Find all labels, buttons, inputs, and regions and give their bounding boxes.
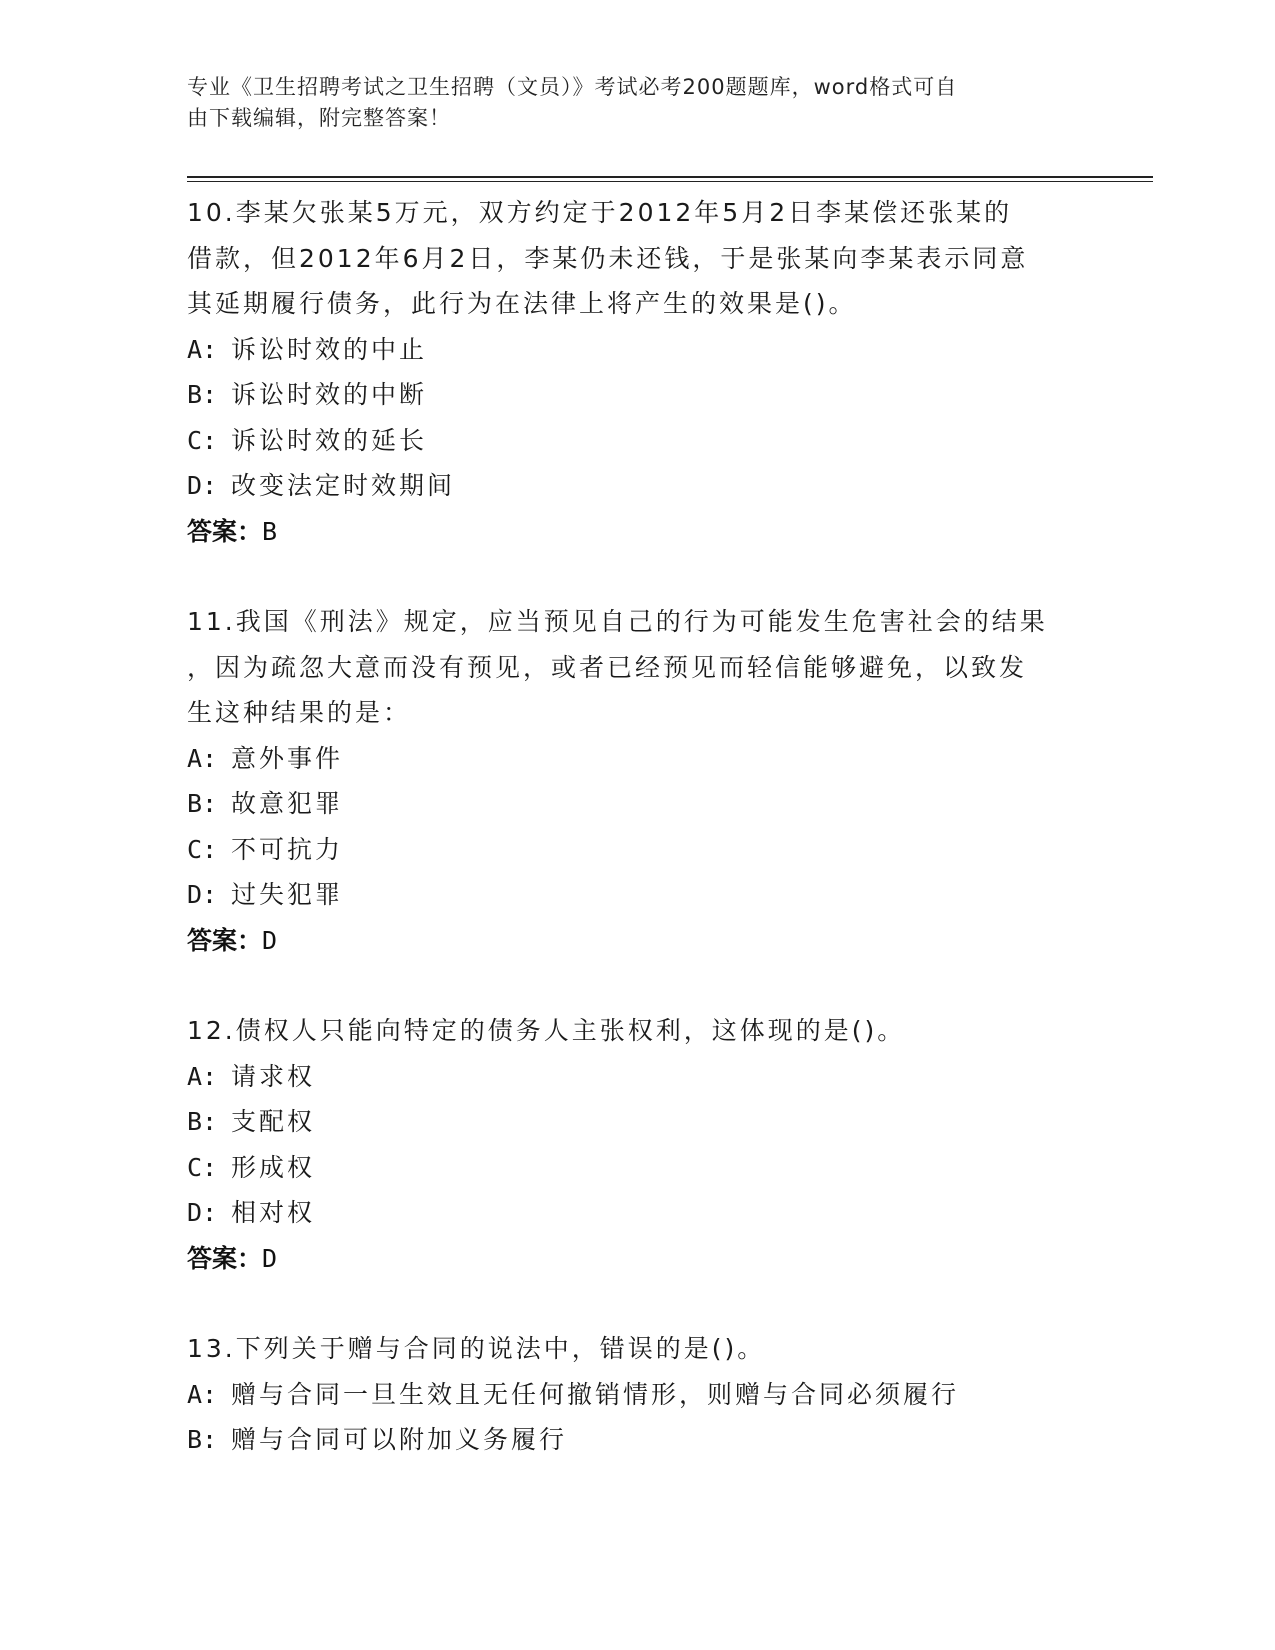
option-text: 请求权 bbox=[231, 1061, 316, 1091]
answer-label: 答案： bbox=[187, 925, 263, 955]
option-text: 故意犯罪 bbox=[231, 789, 344, 818]
option-text: 支配权 bbox=[231, 1107, 316, 1136]
header-divider-thick bbox=[187, 176, 1153, 178]
option-text: 不可抗力 bbox=[231, 834, 344, 864]
question-spacer bbox=[187, 554, 1087, 599]
option-text: 赠与合同一旦生效且无任何撤销情形，则赠与合同必须履行 bbox=[231, 1379, 960, 1409]
option-key: B: bbox=[187, 1425, 218, 1454]
stem-line: 生这种结果的是： bbox=[187, 698, 412, 727]
option-key: D: bbox=[187, 880, 218, 909]
option-c bbox=[187, 418, 1087, 464]
question-11 bbox=[187, 599, 1087, 963]
option-a bbox=[187, 736, 1087, 782]
option-key: A: bbox=[187, 743, 218, 773]
stem-line: 11.我国《刑法》规定，应当预见自己的行为可能发生危害社会的结果 bbox=[187, 607, 1048, 636]
option-text: 意外事件 bbox=[231, 743, 344, 773]
header-divider-thin bbox=[187, 181, 1153, 182]
answer-line bbox=[187, 918, 1087, 964]
answer-line bbox=[187, 509, 1087, 555]
option-key: C: bbox=[187, 425, 218, 455]
answer-value: B bbox=[262, 516, 278, 546]
option-d bbox=[187, 872, 1087, 918]
answer-label: 答案： bbox=[187, 1243, 263, 1273]
option-b bbox=[187, 1417, 1087, 1463]
stem-line: 10.李某欠张某5万元，双方约定于2012年5月2日李某偿还张某的 bbox=[187, 198, 1013, 227]
option-key: D: bbox=[187, 1198, 218, 1227]
option-text: 诉讼时效的中断 bbox=[231, 380, 428, 409]
question-list bbox=[187, 190, 1087, 1463]
option-text: 改变法定时效期间 bbox=[231, 471, 456, 500]
question-stem bbox=[187, 1326, 1087, 1372]
stem-line: 其延期履行债务，此行为在法律上将产生的效果是()。 bbox=[187, 289, 857, 318]
option-b bbox=[187, 781, 1087, 827]
option-text: 赠与合同可以附加义务履行 bbox=[231, 1425, 568, 1454]
header-title-line-2: 由下载编辑，附完整答案！ bbox=[187, 106, 451, 130]
option-key: A: bbox=[187, 334, 218, 364]
option-text: 过失犯罪 bbox=[231, 880, 344, 909]
option-b bbox=[187, 372, 1087, 418]
option-a bbox=[187, 1372, 1087, 1418]
option-key: D: bbox=[187, 471, 218, 500]
option-text: 诉讼时效的延长 bbox=[231, 425, 428, 455]
option-text: 形成权 bbox=[231, 1152, 316, 1182]
question-stem bbox=[187, 190, 1087, 327]
option-a bbox=[187, 1054, 1087, 1100]
option-key: B: bbox=[187, 789, 218, 818]
option-text: 诉讼时效的中止 bbox=[231, 334, 428, 364]
option-key: A: bbox=[187, 1061, 218, 1091]
option-a bbox=[187, 327, 1087, 373]
option-key: C: bbox=[187, 834, 218, 864]
stem-line: 借款，但2012年6月2日，李某仍未还钱，于是张某向李某表示同意 bbox=[187, 243, 1029, 273]
question-spacer bbox=[187, 963, 1087, 1008]
header-title-line-1: 专业《卫生招聘考试之卫生招聘（文员）》考试必考200题题库，word格式可自 bbox=[187, 75, 958, 99]
document-header bbox=[187, 72, 1067, 134]
option-c bbox=[187, 827, 1087, 873]
question-13 bbox=[187, 1326, 1087, 1463]
question-spacer bbox=[187, 1281, 1087, 1326]
answer-value: D bbox=[262, 1243, 278, 1273]
stem-line: ，因为疏忽大意而没有预见，或者已经预见而轻信能够避免，以致发 bbox=[187, 652, 1028, 682]
option-c bbox=[187, 1145, 1087, 1191]
option-key: C: bbox=[187, 1152, 218, 1182]
option-key: B: bbox=[187, 380, 218, 409]
option-d bbox=[187, 463, 1087, 509]
option-d bbox=[187, 1190, 1087, 1236]
answer-value: D bbox=[262, 925, 278, 955]
option-text: 相对权 bbox=[231, 1198, 316, 1227]
answer-line bbox=[187, 1236, 1087, 1282]
stem-line: 12.债权人只能向特定的债务人主张权利，这体现的是()。 bbox=[187, 1016, 906, 1045]
question-12 bbox=[187, 1008, 1087, 1281]
question-10 bbox=[187, 190, 1087, 554]
option-b bbox=[187, 1099, 1087, 1145]
question-stem bbox=[187, 1008, 1087, 1054]
stem-line: 13.下列关于赠与合同的说法中，错误的是()。 bbox=[187, 1334, 766, 1363]
question-stem bbox=[187, 599, 1087, 736]
option-key: A: bbox=[187, 1379, 218, 1409]
answer-label: 答案： bbox=[187, 516, 263, 546]
option-key: B: bbox=[187, 1107, 218, 1136]
